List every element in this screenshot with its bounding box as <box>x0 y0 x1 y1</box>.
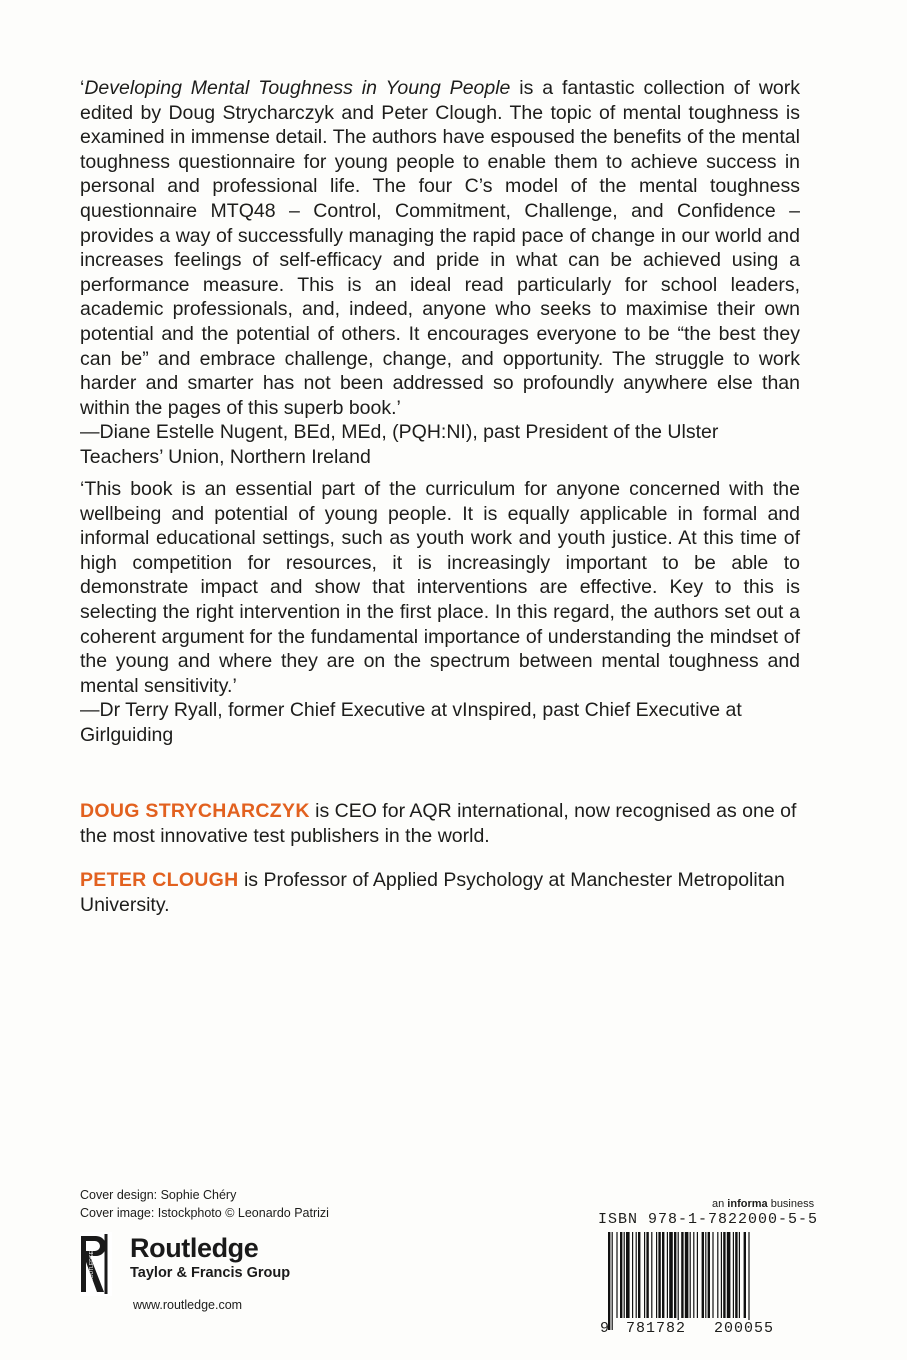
barcode-bar <box>651 1232 652 1318</box>
barcode-bar <box>693 1232 694 1318</box>
informa-brand: informa <box>727 1198 768 1210</box>
barcode-bar <box>702 1232 704 1318</box>
barcode-bar <box>748 1232 749 1330</box>
barcode-bar <box>723 1232 725 1318</box>
cover-design-credit: Cover design: Sophie Chéry <box>80 1188 237 1202</box>
author-bio-text: is Professor of Applied Psychology at Manchester Metropolitan University. <box>80 869 785 916</box>
barcode-bar <box>646 1232 648 1318</box>
barcode-bar <box>616 1232 617 1318</box>
barcode-bar <box>662 1232 664 1318</box>
barcode-bar <box>727 1232 731 1318</box>
barcode-digits-right: 200055 <box>714 1320 775 1337</box>
barcode-bar <box>626 1232 630 1318</box>
barcode-bar <box>744 1232 746 1318</box>
publisher-group: Taylor & Francis Group <box>130 1265 291 1281</box>
barcode-bar <box>690 1232 691 1318</box>
publisher-website: www.routledge.com <box>133 1298 243 1312</box>
publisher-logo <box>80 1232 290 1296</box>
quote-2-body: ‘This book is an essential part of the curriculum for anyone concerned with the wellbeing and potential of young people. It is equally applicable in formal and informal educational settings, such as youth work and youth justice. At this time of high competition for resources, it is increasingly important to be able to demonstrate impact and show that interventions are effective. Key to this is selecting the right intervention in the first place. In this regard, the authors set out a coherent argument for the fundamental importance of understanding the mindset of the young and where they are on the spectrum between mental toughness and mental sensitivity.’ <box>80 478 800 697</box>
review-quote-1 <box>80 76 800 470</box>
barcode-bar <box>735 1232 737 1318</box>
quote-1-attribution: —Diane Estelle Nugent, BEd, MEd, (PQH:NI), past President of the Ulster Teachers’ Union, Northern Ireland <box>80 421 719 468</box>
barcode-bar <box>739 1232 740 1318</box>
barcode-bar <box>624 1232 625 1318</box>
svg-text:ROUTLEDGE: ROUTLEDGE <box>89 1250 95 1282</box>
barcode-bar <box>620 1232 622 1318</box>
barcode-digits-left: 781782 <box>626 1320 687 1337</box>
cover-credits <box>80 1186 329 1222</box>
quote-1-text: ‘Developing Mental Toughness in Young People is a fantastic collection of work edited by Doug Strycharczyk and Peter Clough. The topic of mental toughness is examined in immense detail. The authors have espoused the benefits of the mental toughness questionnaire for young people to enable them to achieve success in personal and professional life. The four C’s model of the mental toughness questionnaire MTQ48 – Control, Commitment, Challenge, and Confidence – provides a way of successfully managing the rapid pace of change in our world and increases feelings of self-efficacy and pride in what can be achieved using a performance measure. This is an ideal read particularly for school leaders, academic professionals, and, indeed, anyone who seeks to maximise their own potential and the potential of others. It encourages everyone to be “the best they can be” and embrace challenge, change, and opportunity. The struggle to work harder and smarter has not been addressed so profoundly anywhere else than within the pages of this superb book.’ <box>80 77 800 419</box>
barcode-bar <box>658 1232 660 1318</box>
publisher-name: Routledge <box>130 1233 259 1263</box>
barcode-bar <box>656 1232 657 1318</box>
routledge-r-icon <box>80 1232 112 1296</box>
author-bio-text: is CEO for AQR international, now recognised as one of the most innovative test publishers in the world. <box>80 800 797 847</box>
barcode-bar <box>667 1232 668 1318</box>
barcode-bar <box>608 1232 610 1330</box>
barcode-bar <box>697 1232 698 1318</box>
author-name: PETER CLOUGH <box>80 869 239 892</box>
barcode-bar <box>712 1232 713 1318</box>
barcode-bar <box>678 1232 679 1330</box>
barcode-digit-first: 9 <box>600 1320 611 1337</box>
barcode-bar <box>636 1232 637 1318</box>
barcode-bar <box>612 1232 613 1330</box>
barcode-bar <box>717 1232 718 1318</box>
barcode-bar <box>705 1232 706 1318</box>
quote-2-attribution: —Dr Terry Ryall, former Chief Executive at vInspired, past Chief Executive at Girlguiding <box>80 699 742 746</box>
barcode-bar <box>674 1232 676 1318</box>
cover-image-credit: Cover image: Istockphoto © Leonardo Patrizi <box>80 1206 329 1220</box>
author-name: DOUG STRYCHARCZYK <box>80 800 310 822</box>
barcode-bar <box>669 1232 673 1318</box>
barcode-bar <box>681 1232 683 1318</box>
quote-1-body: is a fantastic collection of work edited by Doug Strycharczyk and Peter Clough. The topic of mental toughness is examined in immense detail. The authors have espoused the benefits of the mental toughness questionnaire for young people to enable them to achieve success in personal and professional life. The four C’s model of the mental toughness questionnaire MTQ48 – Control, Commitment, Challenge, and Confidence – provides a way of successfully managing the rapid pace of change in our world and increases feelings of self-efficacy and pride in what can be achieved using a performance measure. This is an ideal read particularly for school leaders, academic professionals, and, indeed, anyone who seeks to maximise their own potential and the potential of others. It encourages everyone to be “the best they can be” and embrace challenge, change, and opportunity. The struggle to work harder and smarter has not been addressed so profoundly anywhere else than within the pages of this superb book.’ <box>80 77 800 419</box>
author-bios <box>80 799 800 937</box>
barcode-bar <box>644 1232 645 1318</box>
isbn-barcode <box>598 1232 798 1332</box>
author-bio <box>80 799 800 848</box>
book-title: Developing Mental Toughness in Young People <box>84 77 511 99</box>
barcode-bar <box>685 1232 689 1318</box>
barcode-bar <box>733 1232 734 1318</box>
barcode-bar <box>632 1232 633 1318</box>
barcode-bar <box>638 1232 640 1318</box>
barcode-bar <box>708 1232 710 1318</box>
barcode-bar <box>721 1232 722 1318</box>
review-quote-2 <box>80 477 800 748</box>
author-bio <box>80 868 800 917</box>
isbn-label: ISBN 978-1-7822000-5-5 <box>598 1211 819 1228</box>
informa-tagline: an informa business <box>712 1198 815 1210</box>
